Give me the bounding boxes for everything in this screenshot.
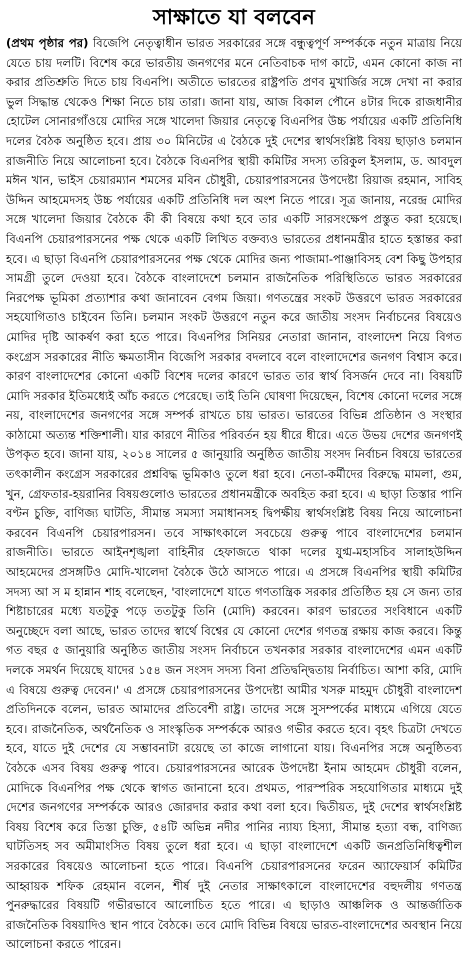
continuation-label: (প্রথম পৃষ্ঠার পর) [6,36,89,50]
article-body [6,34,462,952]
article-paragraph [6,34,462,955]
article-text: বিজেপি নেতৃত্বাধীন ভারত সরকারের সঙ্গে বন্ধুত্বপূর্ণ সম্পর্ককে নতুন মাত্রায় নিয়ে যেতে চায় দলটি। বিশেষ করে ভারতীয় জনগণের মনে নেতিবাচক দাগ কাটে, এমন কোনো কাজ না করার প্রতিশ্রুতি দিতে চায় বিএনপি। অতীতে ভারতের রাষ্ট্রপতি প্রণব মুখার্জির সঙ্গে দেখা না করার ভুল সিদ্ধান্ত থেকেও শিক্ষা নিতে চায় তারা। জানা যায়, আজ বিকাল পৌনে ৪টার দিকে রাজধানীর হোটেল সোনারগাঁওয়ে মোদির সঙ্গে খালেদা জিয়ার নেতৃত্বে বিএনপির উচ্চ পর্যায়ের একটি প্রতিনিধি দলের বৈঠক অনুষ্ঠিত হবে। প্রায় ৩০ মিনিটের এ বৈঠকে দুই দেশের স্বার্থসংশ্লিষ্ট বিষয় ছাড়াও চলমান রাজনীতি নিয়ে আলোচনা হবে। বৈঠকে বিএনপির স্থায়ী কমিটির সদস্য তরিকুল ইসলাম, ড. আবদুল মঈন খান, ভাইস চেয়ারম্যান শমসের মবিন চৌধুরী, চেয়ারপারসনের উপদেষ্টা রিয়াজ রহমান, সাবিহ উদ্দিন আহমেদসহ উচ্চ পর্যায়ের একটি প্রতিনিধি দল অংশ নিতে পারে। সূত্র জানায়, নরেন্দ্র মোদির সঙ্গে খালেদা জিয়ার বৈঠকে কী কী বিষয়ে কথা হবে তার একটি সারসংক্ষেপ প্রস্তুত করা হয়েছে। বিএনপি চেয়ারপারসনের পক্ষ থেকে একটি লিখিত বক্তব্যও ভারতের প্রধানমন্ত্রীর হাতে হস্তান্তর করা হবে। এ ছাড়া বিএনপি চেয়ারপারসনের পক্ষ থেকে মোদির জন্য পাজামা-পাঞ্জাবিসহ বেশ কিছু উপহার সামগ্রী তুলে দেওয়া হবে। বৈঠকে বাংলাদেশে চলমান রাজনৈতিক পরিস্থিতিতে ভারত সরকারের নিরপেক্ষ ভূমিকা প্রত্যাশার কথা জানাবেন বেগম জিয়া। গণতন্ত্রের সংকট উত্তরণে ভারত সরকারের সহযোগিতাও চাইবেন তিনি। চলমান সংকট উত্তরণে নতুন করে জাতীয় সংসদ নির্বাচনের বিষয়েও মোদির দৃষ্টি আকর্ষণ করা হতে পারে। বিএনপির সিনিয়র নেতারা জানান, বাংলাদেশ নিয়ে বিগত কংগ্রেস সরকারের নীতি ক্ষমতাসীন বিজেপি সরকার বদলাবে বলে বাংলাদেশের জনগণ বিশ্বাস করে। কারণ বাংলাদেশের কোনো একটি বিশেষ দলের কারণে ভারত তার স্বার্থ বিসর্জন দেবে না। বিষয়টি মোদি সরকার ইতিমধ্যেই আঁচ করতে পেরেছে। তাই তিনি ঘোষণা দিয়েছেন, বিশেষ কোনো দলের সঙ্গে নয়, বাংলাদেশের জনগণের সঙ্গে সম্পর্ক রাখতে চায় ভারত। ভারতের বিভিন্ন প্রতিষ্ঠান ও সংস্থার কাঠামো অত্যন্ত শক্তিশালী। যার কারণে নীতির পরিবর্তন হয় ধীরে ধীরে। এতে উভয় দেশের জনগণই উপকৃত হবে। জানা যায়, ২০১৪ সালের ৫ জানুয়ারি অনুষ্ঠিত জাতীয় সংসদ নির্বাচন বিষয়ে ভারতের তৎকালীন কংগ্রেস সরকারের প্রশ্নবিদ্ধ ভূমিকাও তুলে ধরা হবে। নেতা-কর্মীদের বিরুদ্ধে মামলা, গুম, খুন, গ্রেফতার-হয়রানির বিষয়গুলোও ভারতের প্রধানমন্ত্রীকে অবহিত করা হবে। এ ছাড়া তিস্তার পানি বণ্টন চুক্তি, বাণিজ্য ঘাটতি, সীমান্ত সমস্যা সমাধানসহ দ্বিপক্ষীয় স্বার্থসংশ্লিষ্ট বিষয় নিয়ে আলোচনা করবেন বিএনপি চেয়ারপারসন। তবে সাক্ষাৎকালে সবচেয়ে গুরুত্ব পাবে বাংলাদেশের চলমান রাজনীতি। ভারতে আইনশৃঙ্খলা বাহিনীর হেফাজতে থাকা দলের যুগ্ম-মহাসচিব সালাহউদ্দিন আহমেদের প্রসঙ্গটিও মোদি-খালেদা বৈঠকে উঠে আসতে পারে। এ প্রসঙ্গে বিএনপির স্থায়ী কমিটির সদস্য আ স ম হান্নান শাহ বলেছেন, 'বাংলাদেশে যাতে গণতান্ত্রিক সরকার প্রতিষ্ঠিত হয় সে জন্য তার শিষ্টাচারের মধ্যে যতটুকু পড়ে ততটুকু তিনি (মোদি) করবেন। কারণ ভারতের সংবিধানে একটি অনুচ্ছেদে বলা আছে, ভারত তাদের স্বার্থে বিশ্বের যে কোনো দেশের গণতন্ত্র রক্ষায় কাজ করবে। কিন্তু গত বছর ৫ জানুয়ারি অনুষ্ঠিত জাতীয় সংসদ নির্বাচনে তখনকার সরকার বাংলাদেশের এমন একটি দলকে সমর্থন দিয়েছে যাদের ১৫৪ জন সংসদ সদস্য বিনা প্রতিদ্বন্দ্বিতায় নির্বাচিত। আশা করি, মোদি এ বিষয়ে গুরুত্ব দেবেন।' এ প্রসঙ্গে চেয়ারপারসনের উপদেষ্টা আমীর খসরু মাহমুদ চৌধুরী বাংলাদেশ প্রতিদিনকে বলেন, ভারত আমাদের প্রতিবেশী রাষ্ট্র। তাদের সঙ্গে সুসম্পর্কের মাধ্যমে এগিয়ে যেতে হবে। রাজনৈতিক, অর্থনৈতিক ও সাংস্কৃতিক সম্পর্ককে আরও গভীর করতে হবে। বৃহৎ চিত্রটা দেখতে হবে, যাতে দুই দেশের যে সম্ভাবনাটা রয়েছে তা কাজে লাগানো যায়। বিএনপির সঙ্গে অনুষ্ঠিতব্য বৈঠকে এসব বিষয় গুরুত্ব পাবে। চেয়ারপারসনের আরেক উপদেষ্টা ইনাম আহমেদ চৌধুরী বলেন, মোদিকে বিএনপির পক্ষ থেকে স্বাগত জানানো হবে। প্রথমত, পারস্পরিক সহযোগিতার মাধ্যমে দুই দেশের জনগণের সম্পর্ককে আরও জোরদার করার কথা বলা হবে। দ্বিতীয়ত, দুই দেশের স্বার্থসংশ্লিষ্ট বিষয় বিশেষ করে তিস্তা চুক্তি, ৫৪টি অভিন্ন নদীর পানির ন্যায্য হিস্যা, সীমান্ত হত্যা বন্ধ, বাণিজ্য ঘাটতিসহ সব অমীমাংসিত বিষয় তুলে ধরা হবে। এ ছাড়া বাংলাদেশে একটি জনপ্রতিনিধিত্বশীল সরকারের বিষয়েও আলোচনা হতে পারে। বিএনপি চেয়ারপারসনের ফরেন অ্যাফেয়ার্স কমিটির আহ্বায়ক শফিক রেহমান বলেন, শীর্ষ দুই নেতার সাক্ষাৎকালে বাংলাদেশের বহুদলীয় গণতন্ত্র পুনরুদ্ধারের বিষয়টি গভীরভাবে আলোচিত হতে পারে। এ ছাড়াও আঞ্চলিক ও আন্তর্জাতিক রাজনৈতিক বিষয়াদিও স্থান পাবে বৈঠকে। তবে মোদি বিভিন্ন বিষয়ে ভারত-বাংলাদেশের অবস্থান নিয়ে আলোচনা করতে পারেন। [6,36,462,952]
headline: সাক্ষাতে যা বলবেন [152,5,316,29]
